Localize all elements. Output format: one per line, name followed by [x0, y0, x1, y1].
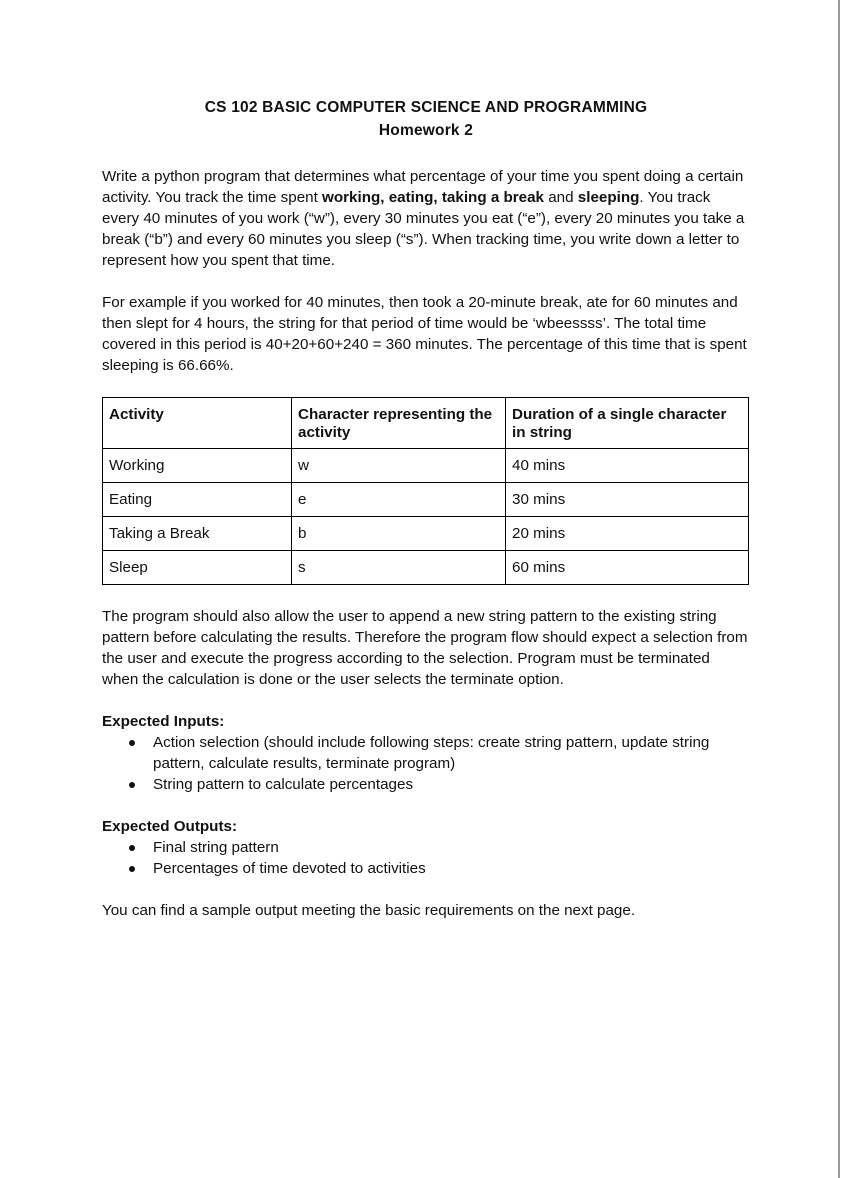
cell-character: s	[292, 551, 506, 585]
cell-character: w	[292, 449, 506, 483]
table-row	[103, 551, 749, 585]
cell-character: b	[292, 517, 506, 551]
program-flow-paragraph: The program should also allow the user to append a new string pattern to the existing string pattern before calculating the results. Therefore the program flow should expect a selection from the user and execute the progress according to the selection. Program must be terminated when the calculation is done or the user selects the terminate option.	[102, 608, 748, 688]
cell-activity: Taking a Break	[103, 517, 292, 551]
bullet-icon	[129, 845, 135, 851]
cell-activity: Sleep	[103, 551, 292, 585]
cell-duration: 20 mins	[506, 517, 749, 551]
cell-duration: 40 mins	[506, 449, 749, 483]
closing-paragraph: You can find a sample output meeting the basic requirements on the next page.	[102, 902, 636, 919]
list-item-text: String pattern to calculate percentages	[153, 776, 414, 793]
list-item	[102, 837, 750, 858]
bullet-icon	[129, 740, 135, 746]
expected-inputs-heading: Expected Inputs:	[102, 713, 225, 730]
expected-outputs-list	[102, 837, 750, 879]
table-row	[103, 517, 749, 551]
document-subtitle: Homework 2	[378, 122, 474, 139]
cell-activity: Eating	[103, 483, 292, 517]
intro-bold-sleeping: sleeping	[577, 189, 640, 206]
expected-inputs-list	[102, 732, 750, 795]
cell-character: e	[292, 483, 506, 517]
table-header-row	[103, 398, 749, 449]
list-item	[102, 858, 750, 879]
header-activity: Activity	[103, 398, 292, 449]
list-item	[102, 774, 750, 795]
table-row	[103, 449, 749, 483]
list-item-text: Action selection (should include following steps: create string pattern, update string pattern, calculate results, terminate program)	[153, 734, 710, 772]
intro-text-1: Write a python program that determines what percentage of your time you spent doing a certain activity. You track the time spent	[102, 168, 744, 206]
list-item-text: Final string pattern	[153, 839, 279, 856]
header-duration: Duration of a single character in string	[506, 398, 749, 449]
cell-activity: Working	[103, 449, 292, 483]
example-paragraph: For example if you worked for 40 minutes, then took a 20-minute break, ate for 60 minutes and then slept for 4 hours, the string for that period of time would be ‘wbeessss’. The total time covered in this period is 40+20+60+240 = 360 minutes. The percentage of this time that is spent sleeping is 66.66%.	[102, 294, 747, 374]
cell-duration: 60 mins	[506, 551, 749, 585]
bullet-icon	[129, 782, 135, 788]
intro-text-2: and	[544, 189, 578, 206]
bullet-icon	[129, 866, 135, 872]
document-title: CS 102 BASIC COMPUTER SCIENCE AND PROGRAMMING	[204, 99, 648, 116]
intro-bold-activities: working, eating, taking a break	[322, 189, 545, 206]
table-row	[103, 483, 749, 517]
cell-duration: 30 mins	[506, 483, 749, 517]
intro-text-3: . You track every 40 minutes of you work (“w”), every 30 minutes you eat (“e”), every 20 minutes you take a break (“b”) and every 60 minutes you sleep (“s”). When tracking time, you write down a letter to represent how you spent that time.	[102, 189, 745, 269]
intro-paragraph	[102, 166, 750, 271]
header-character: Character representing the activity	[292, 398, 506, 449]
list-item-text: Percentages of time devoted to activities	[153, 860, 426, 877]
expected-outputs-heading: Expected Outputs:	[102, 818, 238, 835]
page-edge-divider	[838, 0, 840, 1178]
activity-table	[102, 397, 749, 585]
list-item	[102, 732, 750, 774]
document-body	[102, 96, 750, 921]
